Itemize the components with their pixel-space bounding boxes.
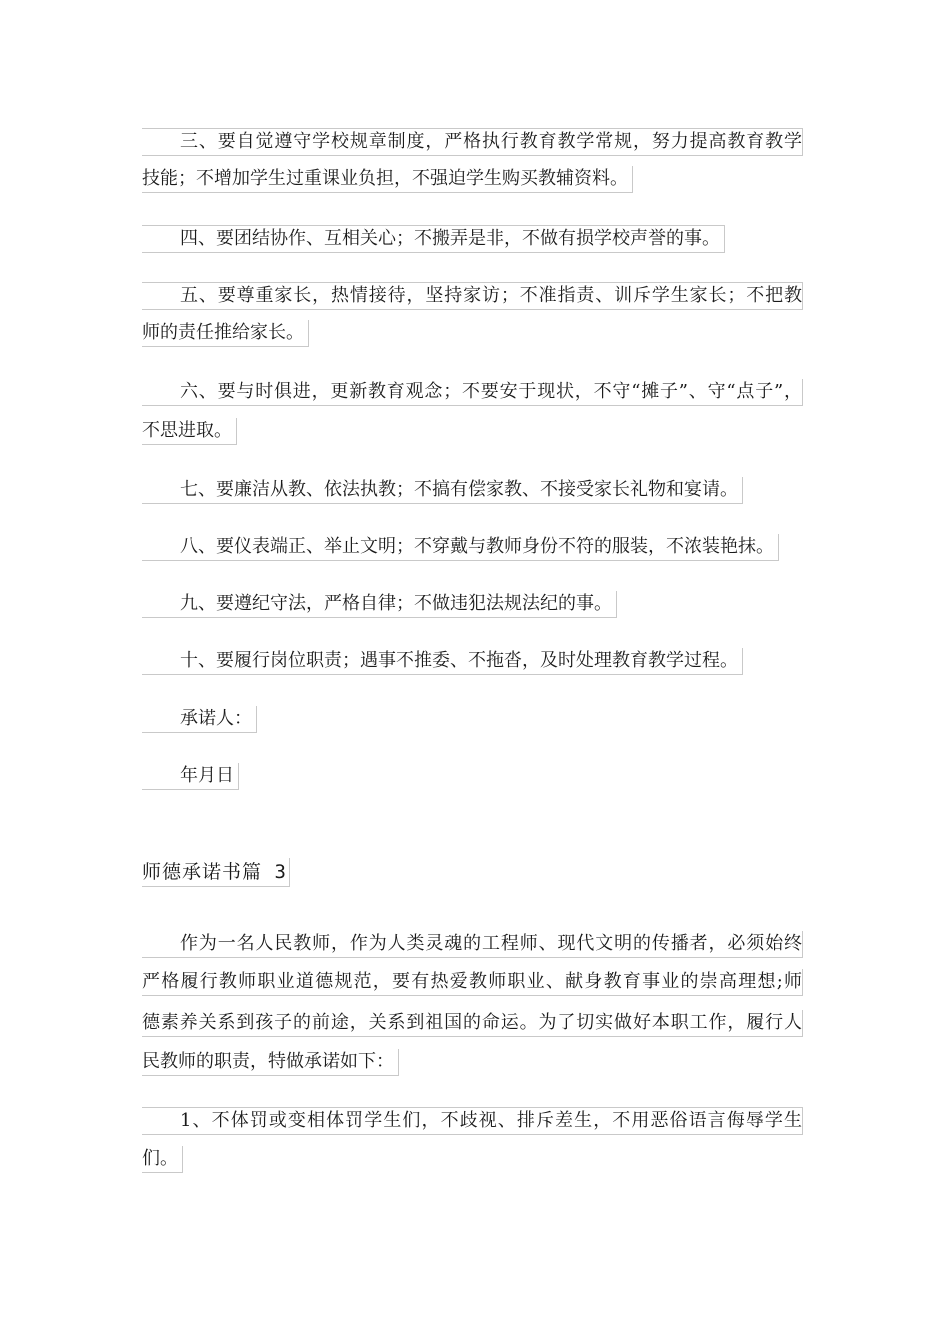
intro-line-1: 作为一名人民教师，作为人类灵魂的工程师、现代文明的传播者，必须始终 bbox=[142, 931, 803, 958]
intro-line-3: 德素养关系到孩子的前途，关系到祖国的命运。为了切实做好本职工作，履行人 bbox=[142, 1010, 803, 1037]
item-8-line-1: 八、要仪表端正、举止文明；不穿戴与教师身份不符的服装，不浓装艳抹。 bbox=[142, 534, 779, 561]
item-10-line-1: 十、要履行岗位职责；遇事不推委、不拖沓，及时处理教育教学过程。 bbox=[142, 648, 743, 675]
item-3-line-2: 技能；不增加学生过重课业负担，不强迫学生购买教辅资料。 bbox=[142, 166, 633, 193]
section-heading: 师德承诺书篇 3 bbox=[142, 858, 290, 887]
item-6-line-1: 六、要与时俱进，更新教育观念；不要安于现状，不守“摊子”、守“点子”， bbox=[142, 379, 803, 406]
item-5-line-2: 师的责任推给家长。 bbox=[142, 320, 309, 347]
point-1-line-1: 1、不体罚或变相体罚学生们，不歧视、排斥差生，不用恶俗语言侮辱学生 bbox=[142, 1107, 803, 1135]
item-9-line-1: 九、要遵纪守法，严格自律；不做违犯法规法纪的事。 bbox=[142, 591, 617, 618]
intro-line-2: 严格履行教师职业道德规范，要有热爱教师职业、献身教育事业的崇高理想;师 bbox=[142, 969, 803, 996]
item-6-line-2: 不思进取。 bbox=[142, 418, 237, 445]
intro-line-4: 民教师的职责，特做承诺如下： bbox=[142, 1049, 399, 1076]
point-1-line-2: 们。 bbox=[142, 1146, 183, 1173]
item-5-line-1: 五、要尊重家长，热情接待，坚持家访；不准指责、训斥学生家长；不把教 bbox=[142, 282, 803, 310]
item-7-line-1: 七、要廉洁从教、依法执教；不搞有偿家教、不接受家长礼物和宴请。 bbox=[142, 477, 743, 504]
item-4-line-1: 四、要团结协作、互相关心；不搬弄是非，不做有损学校声誉的事。 bbox=[142, 225, 725, 253]
date-label: 年月日 bbox=[142, 763, 239, 790]
item-3-line-1: 三、要自觉遵守学校规章制度，严格执行教育教学常规，努力提高教育教学 bbox=[142, 128, 803, 156]
promiser-label: 承诺人： bbox=[142, 706, 257, 733]
